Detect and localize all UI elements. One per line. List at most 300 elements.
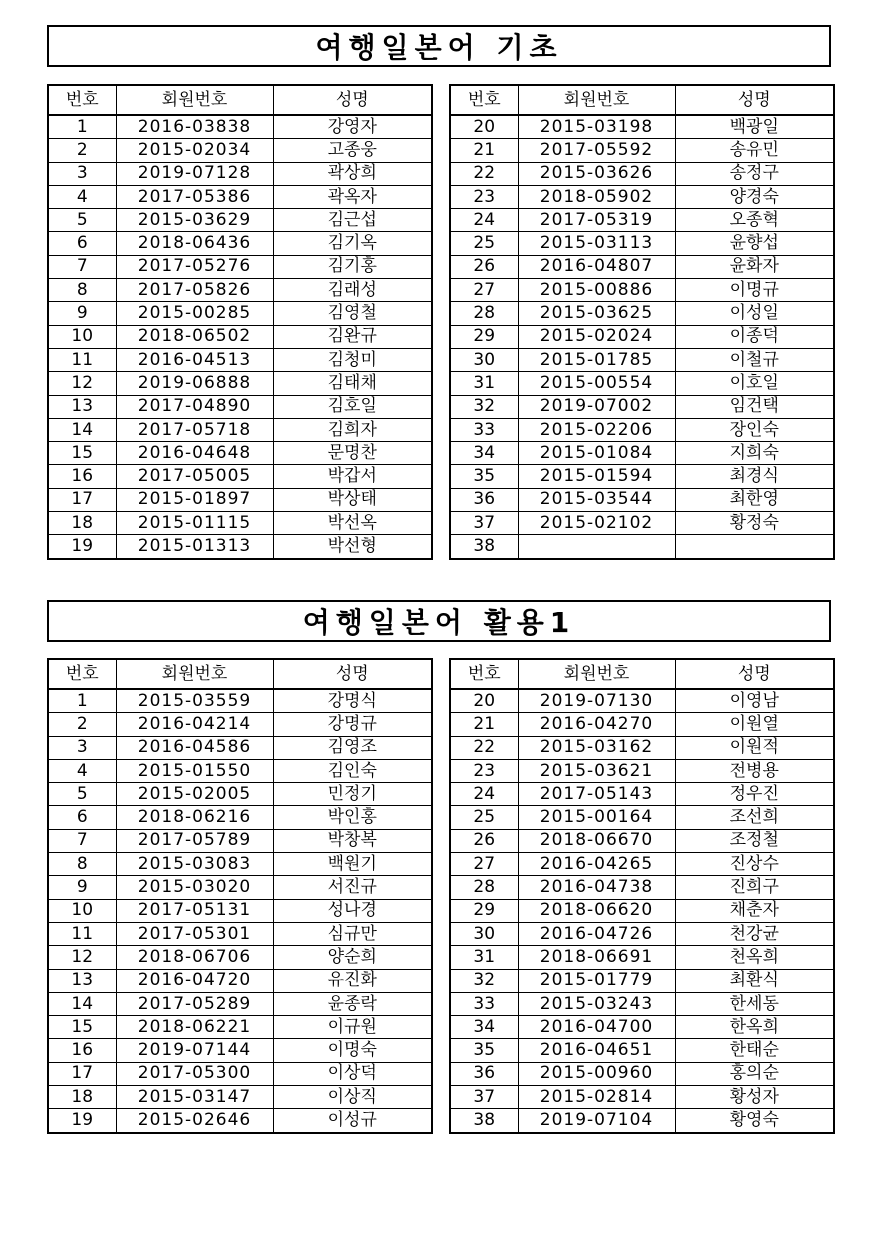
cell-name: 조선희	[675, 806, 834, 829]
cell-no: 7	[48, 829, 116, 852]
cell-no: 18	[48, 1086, 116, 1109]
cell-name: 이철규	[675, 348, 834, 371]
cell-member-id: 2016-04648	[116, 442, 273, 465]
cell-member-id: 2017-05005	[116, 465, 273, 488]
cell-member-id: 2018-06670	[518, 829, 675, 852]
cell-name: 민정기	[273, 783, 432, 806]
cell-member-id: 2016-04726	[518, 922, 675, 945]
cell-member-id: 2018-06691	[518, 946, 675, 969]
cell-member-id: 2017-05300	[116, 1062, 273, 1085]
header-member-id: 회원번호	[116, 659, 273, 689]
cell-name: 이종덕	[675, 325, 834, 348]
cell-no: 25	[450, 232, 518, 255]
cell-member-id: 2015-03626	[518, 162, 675, 185]
cell-no: 28	[450, 876, 518, 899]
cell-no: 7	[48, 255, 116, 278]
table-row	[48, 853, 432, 876]
table-row	[48, 736, 432, 759]
table-row	[450, 139, 834, 162]
cell-member-id: 2015-02034	[116, 139, 273, 162]
cell-no: 23	[450, 185, 518, 208]
cell-member-id: 2015-03625	[518, 302, 675, 325]
cell-name: 김래성	[273, 279, 432, 302]
cell-no: 17	[48, 488, 116, 511]
cell-member-id: 2015-03198	[518, 115, 675, 139]
cell-name: 성나경	[273, 899, 432, 922]
cell-name: 천강균	[675, 922, 834, 945]
cell-name: 이호일	[675, 372, 834, 395]
table-row	[450, 1109, 834, 1133]
cell-member-id: 2015-00285	[116, 302, 273, 325]
cell-no: 10	[48, 325, 116, 348]
cell-member-id: 2019-06888	[116, 372, 273, 395]
cell-name: 한옥희	[675, 1016, 834, 1039]
cell-member-id: 2016-04265	[518, 853, 675, 876]
cell-name: 이성일	[675, 302, 834, 325]
table-row	[450, 713, 834, 736]
cell-name: 김기옥	[273, 232, 432, 255]
cell-no: 36	[450, 1062, 518, 1085]
table-row	[450, 115, 834, 139]
roster-table-applied-left	[47, 658, 433, 1134]
cell-no: 26	[450, 255, 518, 278]
cell-name: 심규만	[273, 922, 432, 945]
cell-name: 박선형	[273, 535, 432, 559]
table-row	[450, 1062, 834, 1085]
cell-name: 박선옥	[273, 512, 432, 535]
cell-no: 12	[48, 946, 116, 969]
cell-no: 2	[48, 713, 116, 736]
cell-member-id: 2015-00164	[518, 806, 675, 829]
cell-name: 오종혁	[675, 209, 834, 232]
cell-member-id: 2017-04890	[116, 395, 273, 418]
header-member-id: 회원번호	[116, 85, 273, 115]
cell-no: 8	[48, 279, 116, 302]
cell-member-id: 2015-02102	[518, 512, 675, 535]
cell-name: 김근섭	[273, 209, 432, 232]
cell-member-id: 2017-05301	[116, 922, 273, 945]
header-no: 번호	[450, 659, 518, 689]
cell-member-id: 2015-03629	[116, 209, 273, 232]
table-row	[450, 535, 834, 559]
table-row	[450, 1086, 834, 1109]
table-row	[48, 829, 432, 852]
cell-member-id: 2015-00554	[518, 372, 675, 395]
table-row	[450, 1016, 834, 1039]
cell-no: 29	[450, 899, 518, 922]
table-row	[450, 395, 834, 418]
table-row	[450, 325, 834, 348]
cell-name: 진희구	[675, 876, 834, 899]
table-row	[48, 512, 432, 535]
table-row	[450, 1039, 834, 1062]
cell-name: 임건택	[675, 395, 834, 418]
cell-member-id: 2015-03162	[518, 736, 675, 759]
cell-member-id: 2016-04807	[518, 255, 675, 278]
table-row	[450, 829, 834, 852]
cell-member-id: 2015-02206	[518, 418, 675, 441]
table-row	[48, 1086, 432, 1109]
cell-no: 27	[450, 853, 518, 876]
table-row	[48, 1062, 432, 1085]
table-row	[48, 395, 432, 418]
table-row	[450, 302, 834, 325]
cell-name: 홍의순	[675, 1062, 834, 1085]
cell-name: 유진화	[273, 969, 432, 992]
table-row	[48, 876, 432, 899]
cell-member-id: 2018-05902	[518, 185, 675, 208]
table-row	[48, 992, 432, 1015]
table-row	[450, 783, 834, 806]
cell-name: 전병용	[675, 759, 834, 782]
table-row	[450, 418, 834, 441]
cell-no: 3	[48, 162, 116, 185]
cell-member-id: 2017-05319	[518, 209, 675, 232]
cell-member-id: 2015-03083	[116, 853, 273, 876]
cell-member-id: 2019-07128	[116, 162, 273, 185]
cell-name: 곽상희	[273, 162, 432, 185]
cell-member-id: 2015-03020	[116, 876, 273, 899]
cell-name: 송유민	[675, 139, 834, 162]
table-row	[48, 689, 432, 713]
table-row	[450, 853, 834, 876]
cell-name: 김인숙	[273, 759, 432, 782]
cell-no: 28	[450, 302, 518, 325]
cell-name: 이상덕	[273, 1062, 432, 1085]
table-row	[48, 209, 432, 232]
cell-member-id: 2016-04214	[116, 713, 273, 736]
table-row	[450, 209, 834, 232]
cell-name: 양경숙	[675, 185, 834, 208]
cell-member-id: 2016-04270	[518, 713, 675, 736]
cell-member-id: 2015-02024	[518, 325, 675, 348]
cell-no: 37	[450, 1086, 518, 1109]
cell-member-id: 2015-01084	[518, 442, 675, 465]
cell-member-id: 2015-02646	[116, 1109, 273, 1133]
cell-no: 24	[450, 783, 518, 806]
cell-member-id: 2015-03559	[116, 689, 273, 713]
table-row	[48, 162, 432, 185]
cell-member-id: 2017-05289	[116, 992, 273, 1015]
cell-no: 14	[48, 992, 116, 1015]
cell-name: 김기홍	[273, 255, 432, 278]
section-title-applied: 여행일본어 활용1	[47, 600, 831, 642]
cell-member-id: 2018-06502	[116, 325, 273, 348]
table-row	[450, 689, 834, 713]
cell-no: 10	[48, 899, 116, 922]
cell-member-id: 2017-05718	[116, 418, 273, 441]
cell-no: 19	[48, 535, 116, 559]
cell-name: 강명식	[273, 689, 432, 713]
cell-name: 황정숙	[675, 512, 834, 535]
cell-member-id: 2016-04586	[116, 736, 273, 759]
table-row	[48, 115, 432, 139]
table-row	[48, 1039, 432, 1062]
cell-member-id: 2017-05143	[518, 783, 675, 806]
table-row	[48, 348, 432, 371]
cell-no: 1	[48, 689, 116, 713]
cell-member-id: 2019-07144	[116, 1039, 273, 1062]
cell-no: 31	[450, 946, 518, 969]
cell-member-id: 2015-03113	[518, 232, 675, 255]
cell-name: 윤종락	[273, 992, 432, 1015]
table-row	[48, 1109, 432, 1133]
cell-name: 이원적	[675, 736, 834, 759]
table-row	[450, 442, 834, 465]
table-row	[450, 806, 834, 829]
cell-name: 이상직	[273, 1086, 432, 1109]
cell-name: 진상수	[675, 853, 834, 876]
cell-name: 김영철	[273, 302, 432, 325]
cell-member-id: 2017-05592	[518, 139, 675, 162]
cell-member-id: 2019-07002	[518, 395, 675, 418]
cell-no: 35	[450, 1039, 518, 1062]
cell-no: 15	[48, 1016, 116, 1039]
cell-no: 5	[48, 783, 116, 806]
cell-name: 최환식	[675, 969, 834, 992]
table-row	[450, 348, 834, 371]
cell-no: 22	[450, 162, 518, 185]
cell-name: 윤향섭	[675, 232, 834, 255]
table-row	[48, 139, 432, 162]
table-row	[48, 535, 432, 559]
cell-no: 4	[48, 185, 116, 208]
cell-no: 20	[450, 689, 518, 713]
cell-no: 30	[450, 922, 518, 945]
cell-no: 32	[450, 969, 518, 992]
cell-member-id: 2015-03544	[518, 488, 675, 511]
table-row	[48, 946, 432, 969]
table-row	[48, 185, 432, 208]
cell-member-id: 2016-04700	[518, 1016, 675, 1039]
cell-name: 백원기	[273, 853, 432, 876]
table-row	[450, 736, 834, 759]
section-title-basic: 여행일본어 기초	[47, 25, 831, 67]
cell-no: 13	[48, 395, 116, 418]
cell-member-id: 2018-06706	[116, 946, 273, 969]
cell-no: 6	[48, 806, 116, 829]
cell-name: 최경식	[675, 465, 834, 488]
cell-no: 5	[48, 209, 116, 232]
table-row	[450, 992, 834, 1015]
cell-no: 31	[450, 372, 518, 395]
cell-name: 김청미	[273, 348, 432, 371]
cell-name: 김호일	[273, 395, 432, 418]
table-row	[48, 1016, 432, 1039]
cell-no: 21	[450, 139, 518, 162]
cell-no: 16	[48, 465, 116, 488]
cell-member-id: 2015-02814	[518, 1086, 675, 1109]
table-row	[450, 255, 834, 278]
cell-member-id: 2016-04651	[518, 1039, 675, 1062]
table-row	[48, 899, 432, 922]
cell-no: 36	[450, 488, 518, 511]
cell-member-id: 2015-00886	[518, 279, 675, 302]
roster-table-applied-right	[449, 658, 835, 1134]
cell-name: 정우진	[675, 783, 834, 806]
cell-no: 30	[450, 348, 518, 371]
table-row	[48, 465, 432, 488]
cell-name: 이명숙	[273, 1039, 432, 1062]
cell-name: 이명규	[675, 279, 834, 302]
cell-member-id: 2019-07104	[518, 1109, 675, 1133]
cell-name: 김완규	[273, 325, 432, 348]
cell-no: 38	[450, 1109, 518, 1133]
cell-name: 김태채	[273, 372, 432, 395]
cell-member-id: 2016-04738	[518, 876, 675, 899]
cell-member-id	[518, 535, 675, 559]
cell-no: 18	[48, 512, 116, 535]
cell-no: 9	[48, 302, 116, 325]
table-row	[48, 418, 432, 441]
table-row	[450, 899, 834, 922]
header-name: 성명	[273, 659, 432, 689]
cell-no: 16	[48, 1039, 116, 1062]
cell-member-id: 2015-01115	[116, 512, 273, 535]
cell-member-id: 2015-01785	[518, 348, 675, 371]
cell-no: 2	[48, 139, 116, 162]
cell-name: 양순희	[273, 946, 432, 969]
header-no: 번호	[48, 85, 116, 115]
table-row	[450, 759, 834, 782]
cell-name: 김영조	[273, 736, 432, 759]
cell-no: 29	[450, 325, 518, 348]
cell-no: 33	[450, 992, 518, 1015]
cell-member-id: 2017-05276	[116, 255, 273, 278]
cell-member-id: 2018-06620	[518, 899, 675, 922]
table-row	[48, 325, 432, 348]
cell-no: 21	[450, 713, 518, 736]
cell-member-id: 2015-00960	[518, 1062, 675, 1085]
cell-member-id: 2015-01897	[116, 488, 273, 511]
table-row	[48, 783, 432, 806]
cell-no: 8	[48, 853, 116, 876]
cell-name: 천옥희	[675, 946, 834, 969]
table-row	[48, 713, 432, 736]
cell-member-id: 2015-01313	[116, 535, 273, 559]
cell-name: 지희숙	[675, 442, 834, 465]
header-no: 번호	[450, 85, 518, 115]
cell-no: 11	[48, 922, 116, 945]
cell-name: 채춘자	[675, 899, 834, 922]
cell-no: 33	[450, 418, 518, 441]
header-name: 성명	[273, 85, 432, 115]
table-row	[450, 465, 834, 488]
cell-name: 조정철	[675, 829, 834, 852]
cell-no: 1	[48, 115, 116, 139]
table-row	[48, 969, 432, 992]
cell-member-id: 2017-05789	[116, 829, 273, 852]
cell-no: 13	[48, 969, 116, 992]
roster-table-basic-right	[449, 84, 835, 560]
cell-no: 32	[450, 395, 518, 418]
cell-name: 박상태	[273, 488, 432, 511]
roster-table-basic-left	[47, 84, 433, 560]
table-row	[450, 512, 834, 535]
cell-no: 12	[48, 372, 116, 395]
cell-member-id: 2015-01550	[116, 759, 273, 782]
cell-member-id: 2015-02005	[116, 783, 273, 806]
cell-no: 6	[48, 232, 116, 255]
cell-member-id: 2016-03838	[116, 115, 273, 139]
table-row	[450, 969, 834, 992]
table-row	[450, 232, 834, 255]
table-row	[48, 488, 432, 511]
cell-no: 3	[48, 736, 116, 759]
cell-name: 장인숙	[675, 418, 834, 441]
cell-no: 23	[450, 759, 518, 782]
cell-name: 박갑서	[273, 465, 432, 488]
cell-name: 최한영	[675, 488, 834, 511]
table-row	[48, 279, 432, 302]
header-no: 번호	[48, 659, 116, 689]
cell-name: 윤화자	[675, 255, 834, 278]
cell-member-id: 2015-01594	[518, 465, 675, 488]
table-row	[48, 759, 432, 782]
cell-no: 19	[48, 1109, 116, 1133]
header-name: 성명	[675, 85, 834, 115]
table-row	[450, 279, 834, 302]
cell-member-id: 2015-03621	[518, 759, 675, 782]
cell-name: 김희자	[273, 418, 432, 441]
cell-member-id: 2015-03147	[116, 1086, 273, 1109]
cell-no: 24	[450, 209, 518, 232]
table-row	[450, 488, 834, 511]
cell-name: 곽옥자	[273, 185, 432, 208]
table-row	[450, 946, 834, 969]
cell-member-id: 2018-06221	[116, 1016, 273, 1039]
cell-name: 송정구	[675, 162, 834, 185]
table-row	[48, 806, 432, 829]
cell-no: 9	[48, 876, 116, 899]
cell-name: 문명찬	[273, 442, 432, 465]
cell-name: 이성규	[273, 1109, 432, 1133]
cell-no: 34	[450, 442, 518, 465]
cell-no: 22	[450, 736, 518, 759]
cell-name: 강영자	[273, 115, 432, 139]
cell-no: 14	[48, 418, 116, 441]
table-row	[450, 372, 834, 395]
cell-name: 고종웅	[273, 139, 432, 162]
cell-name: 황영숙	[675, 1109, 834, 1133]
cell-name	[675, 535, 834, 559]
table-row	[48, 442, 432, 465]
cell-name: 이영남	[675, 689, 834, 713]
cell-no: 38	[450, 535, 518, 559]
cell-member-id: 2017-05826	[116, 279, 273, 302]
cell-no: 15	[48, 442, 116, 465]
header-name: 성명	[675, 659, 834, 689]
cell-no: 17	[48, 1062, 116, 1085]
table-row	[48, 255, 432, 278]
cell-no: 4	[48, 759, 116, 782]
cell-no: 20	[450, 115, 518, 139]
header-member-id: 회원번호	[518, 85, 675, 115]
cell-name: 강명규	[273, 713, 432, 736]
table-row	[450, 876, 834, 899]
cell-no: 37	[450, 512, 518, 535]
cell-no: 25	[450, 806, 518, 829]
cell-no: 11	[48, 348, 116, 371]
cell-no: 34	[450, 1016, 518, 1039]
cell-name: 한태순	[675, 1039, 834, 1062]
cell-no: 27	[450, 279, 518, 302]
cell-member-id: 2018-06436	[116, 232, 273, 255]
table-row	[48, 232, 432, 255]
table-row	[450, 185, 834, 208]
cell-name: 서진규	[273, 876, 432, 899]
table-row	[450, 922, 834, 945]
